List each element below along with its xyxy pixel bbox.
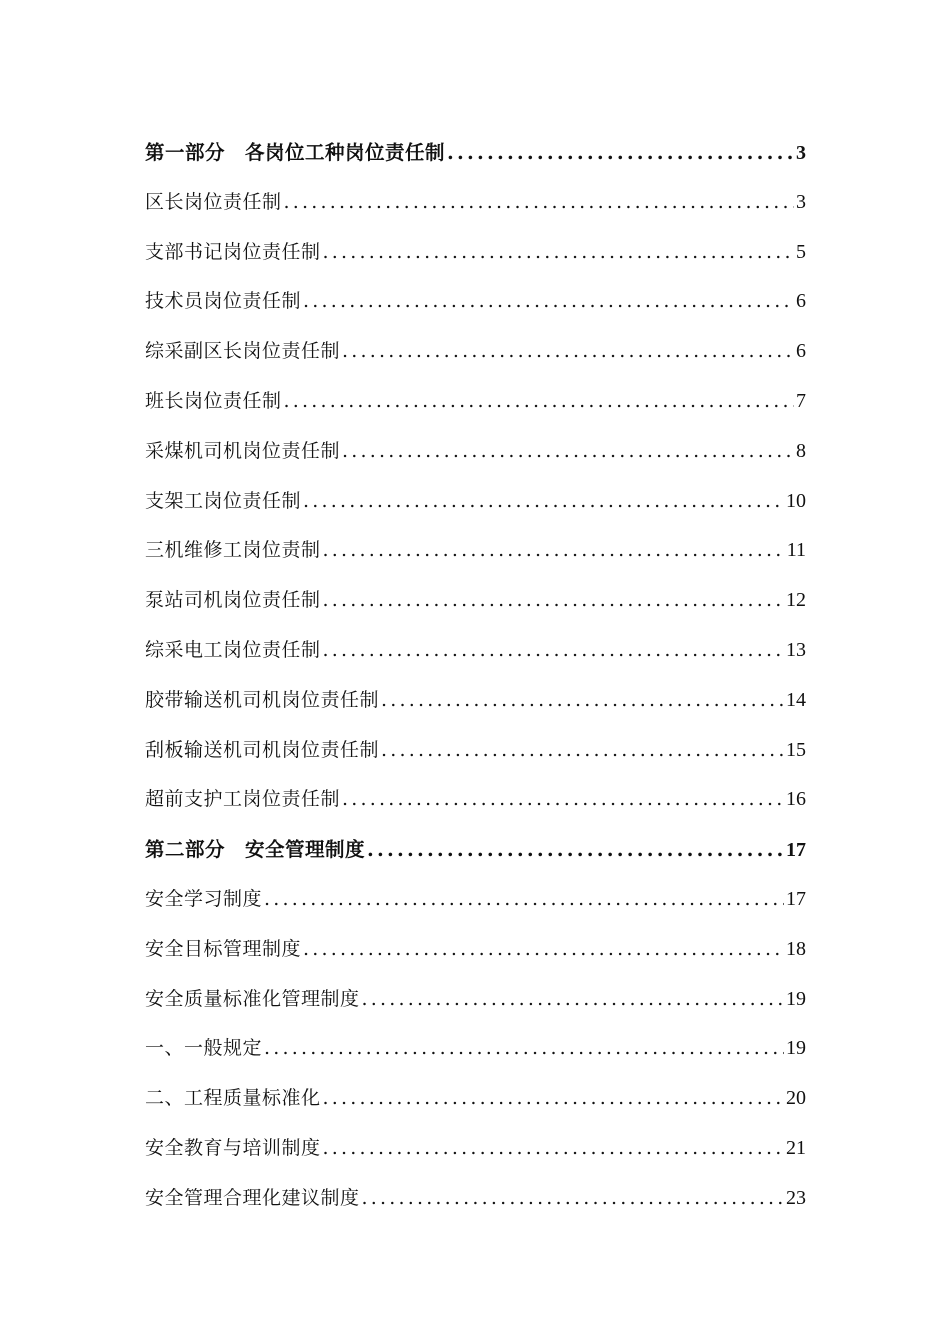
toc-entry-title: 安全质量标准化管理制度 xyxy=(145,987,360,1010)
toc-entry-title: 安全教育与培训制度 xyxy=(145,1136,321,1159)
toc-dot-leader xyxy=(284,178,794,228)
toc-entry-title: 第一部分 各岗位工种岗位责任制 xyxy=(145,141,446,164)
toc-page-number: 15 xyxy=(786,738,806,761)
toc-page-number: 21 xyxy=(786,1136,806,1159)
toc-entry[interactable] xyxy=(145,1174,806,1224)
toc-entry-title: 泵站司机岗位责任制 xyxy=(145,589,321,612)
toc-page-number: 5 xyxy=(796,240,806,263)
toc-entry[interactable] xyxy=(145,975,806,1025)
toc-dot-leader xyxy=(381,676,784,726)
toc-page-number: 18 xyxy=(786,937,806,960)
toc-page-number: 14 xyxy=(786,688,806,711)
toc-dot-leader xyxy=(323,1124,784,1174)
toc-entry-title: 支部书记岗位责任制 xyxy=(145,240,321,263)
toc-dot-leader xyxy=(303,477,784,527)
toc-entry[interactable] xyxy=(145,1124,806,1174)
toc-dot-leader xyxy=(264,1024,784,1074)
toc-entry[interactable] xyxy=(145,726,806,776)
toc-dot-leader xyxy=(342,775,784,825)
toc-entry-title: 综采电工岗位责任制 xyxy=(145,638,321,661)
toc-entry[interactable] xyxy=(145,925,806,975)
toc-entry[interactable] xyxy=(145,775,806,825)
toc-page-number: 20 xyxy=(786,1087,806,1110)
toc-page-number: 17 xyxy=(786,839,806,862)
toc-dot-leader xyxy=(323,526,785,576)
toc-dot-leader xyxy=(381,726,784,776)
toc-entry-title: 安全目标管理制度 xyxy=(145,937,302,960)
toc-page-number: 3 xyxy=(796,190,806,213)
toc-entry-title: 二、工程质量标准化 xyxy=(145,1087,321,1110)
toc-dot-leader xyxy=(264,875,784,925)
toc-page-number: 12 xyxy=(786,589,806,612)
toc-entry[interactable] xyxy=(145,1024,806,1074)
toc-dot-leader xyxy=(303,277,794,327)
toc-page-number: 13 xyxy=(786,638,806,661)
toc-dot-leader xyxy=(303,925,784,975)
toc-entry-title: 支架工岗位责任制 xyxy=(145,489,302,512)
toc-page-number: 17 xyxy=(786,887,806,910)
toc-entry-title: 区长岗位责任制 xyxy=(145,190,282,213)
toc-page-number: 7 xyxy=(796,389,806,412)
toc-entry-title: 安全管理合理化建议制度 xyxy=(145,1186,360,1209)
toc-entry-title: 安全学习制度 xyxy=(145,887,263,910)
toc-dot-leader xyxy=(284,377,794,427)
toc-entry[interactable] xyxy=(145,327,806,377)
toc-entry-title: 第二部分 安全管理制度 xyxy=(145,838,366,862)
toc-entry[interactable] xyxy=(145,377,806,427)
toc-entry[interactable] xyxy=(145,526,806,576)
toc-entry-title: 班长岗位责任制 xyxy=(145,389,282,412)
toc-page-number: 19 xyxy=(786,1037,806,1060)
toc-page-number: 8 xyxy=(796,439,806,462)
toc-entry[interactable] xyxy=(145,1074,806,1124)
toc-entry-title: 胶带输送机司机岗位责任制 xyxy=(145,688,380,711)
toc-entry[interactable] xyxy=(145,178,806,228)
table-of-contents xyxy=(145,128,806,1224)
toc-entry-title: 超前支护工岗位责任制 xyxy=(145,788,341,811)
toc-page-number: 19 xyxy=(786,987,806,1010)
toc-dot-leader xyxy=(367,825,784,875)
toc-entry[interactable] xyxy=(145,576,806,626)
toc-dot-leader xyxy=(323,626,784,676)
toc-entry[interactable] xyxy=(145,277,806,327)
toc-page-number: 6 xyxy=(796,290,806,313)
toc-entry[interactable] xyxy=(145,477,806,527)
toc-entry-title: 一、一般规定 xyxy=(145,1037,263,1060)
toc-entry-title: 刮板输送机司机岗位责任制 xyxy=(145,738,380,761)
toc-dot-leader xyxy=(342,327,794,377)
toc-entry[interactable] xyxy=(145,676,806,726)
toc-dot-leader xyxy=(342,427,794,477)
toc-page-number: 10 xyxy=(786,489,806,512)
toc-entry[interactable] xyxy=(145,626,806,676)
toc-entry[interactable] xyxy=(145,875,806,925)
toc-entry-title: 技术员岗位责任制 xyxy=(145,290,302,313)
toc-entry-title: 综采副区长岗位责任制 xyxy=(145,340,341,363)
toc-entry-part-1[interactable] xyxy=(145,128,806,178)
toc-page-number: 3 xyxy=(796,142,806,164)
toc-entry-title: 三机维修工岗位责制 xyxy=(145,539,321,562)
toc-page-number: 11 xyxy=(786,539,806,562)
toc-dot-leader xyxy=(323,576,784,626)
toc-page-number: 23 xyxy=(786,1186,806,1209)
toc-dot-leader xyxy=(323,228,794,278)
toc-entry-title: 采煤机司机岗位责任制 xyxy=(145,439,341,462)
toc-dot-leader xyxy=(447,128,794,178)
toc-entry-part-2[interactable] xyxy=(145,825,806,875)
toc-page-number: 6 xyxy=(796,340,806,363)
toc-page-number: 16 xyxy=(786,788,806,811)
toc-dot-leader xyxy=(323,1074,784,1124)
toc-dot-leader xyxy=(362,1174,784,1224)
toc-dot-leader xyxy=(362,975,784,1025)
toc-entry[interactable] xyxy=(145,427,806,477)
toc-entry[interactable] xyxy=(145,228,806,278)
